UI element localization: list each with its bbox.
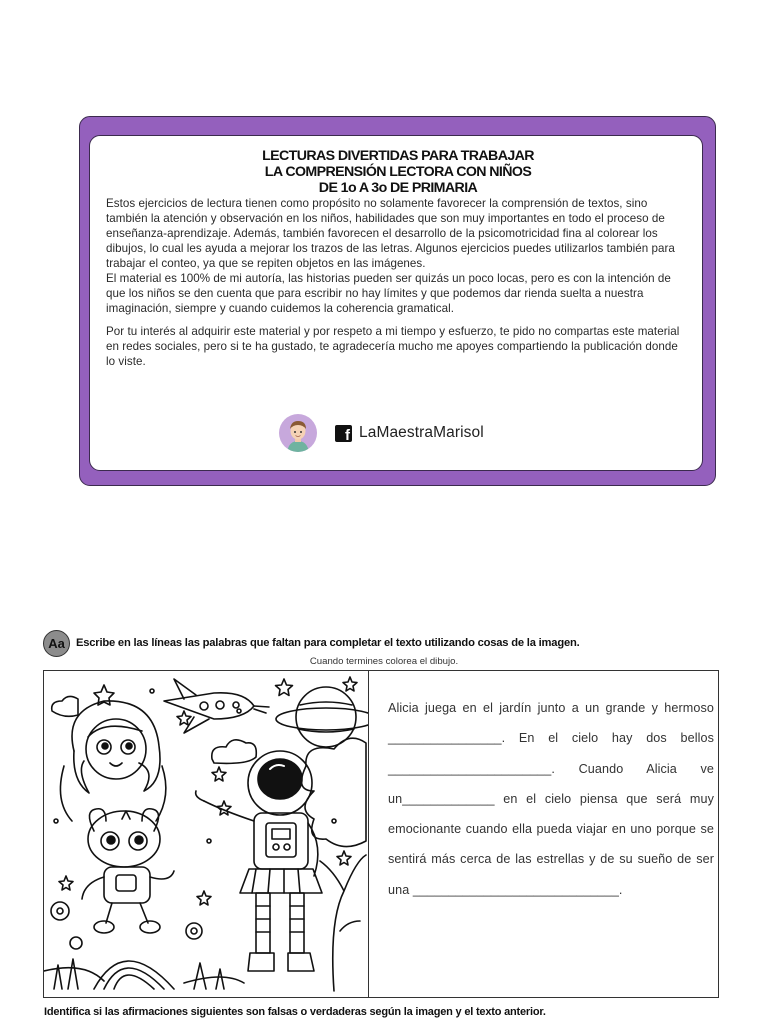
intro-paragraph: El material es 100% de mi autoría, las historias pueden ser quizás un poco locas, pero es con la intención de que los niños se den cuenta que para escribir no hay límites y que podemos dar rienda suelta a nuestra imaginación, siempre y cuando cuidemos la coherencia gramatical. (106, 272, 671, 315)
coloring-illustration (44, 671, 368, 997)
exercise-sub-instruction: Cuando termines colorea el dibujo. (309, 656, 459, 667)
author-row (279, 413, 484, 453)
frame-divider (368, 671, 369, 997)
intro-card-content (89, 135, 703, 471)
teacher-avatar (279, 414, 317, 452)
card-title-line: DE 1o A 3o DE PRIMARIA (318, 180, 478, 196)
intro-paragraph: Por tu interés al adquirir este material y por respeto a mi tiempo y esfuerzo, te pido no compartas este material en redes sociales, pero si te ha gustado, te agradecería mucho me apoyes compartiendo la publicación donde lo viste. (106, 325, 680, 368)
card-body (106, 196, 690, 369)
exercise-instruction: Escribe en las líneas las palabras que faltan para completar el texto utilizando cosas de la imagen. (76, 637, 580, 649)
intro-paragraph: Estos ejercicios de lectura tienen como propósito no solamente favorecer la comprensión de textos, sino también la atención y observación en los niños, habilidades que son muy importantes en todo el proceso de enseñanza-aprendizaje. Además, también favorecen el desarrollo de la psicomotricidad fina al colorear los dibujos, lo cual les ayuda a mejorar los trazos de las letras. Algunos ejercicios puedes utilizarlos también para trabajar el conteo, ya que se repiten objetos en las imágenes. (106, 197, 675, 270)
author-handle[interactable]: LaMaestraMarisol (359, 424, 484, 441)
card-title-line: LECTURAS DIVERTIDAS PARA TRABAJAR (262, 148, 534, 164)
exercise-frame (43, 670, 719, 998)
story-text: Alicia juega en el jardín junto a un grande y hermoso ________________. En el cielo hay dos bellos _______________________. Cuando Alicia ve un_____________ en el cielo piensa que será muy emocionante cuando ella pueda viajar en uno porque se sentirá más cerca de las estrellas y de su sueño de ser una _____________________________. (388, 701, 714, 897)
card-title (106, 148, 690, 196)
next-exercise-instruction: Identifica si las afirmaciones siguientes son falsas o verdaderas según la imagen y el texto anterior. (44, 1006, 546, 1018)
facebook-icon (335, 425, 352, 442)
teacher-avatar-icon (279, 414, 317, 452)
exercise-badge: Aa (43, 630, 70, 657)
intro-card (79, 116, 716, 486)
card-title-line: LA COMPRENSIÓN LECTORA CON NIÑOS (264, 164, 532, 180)
